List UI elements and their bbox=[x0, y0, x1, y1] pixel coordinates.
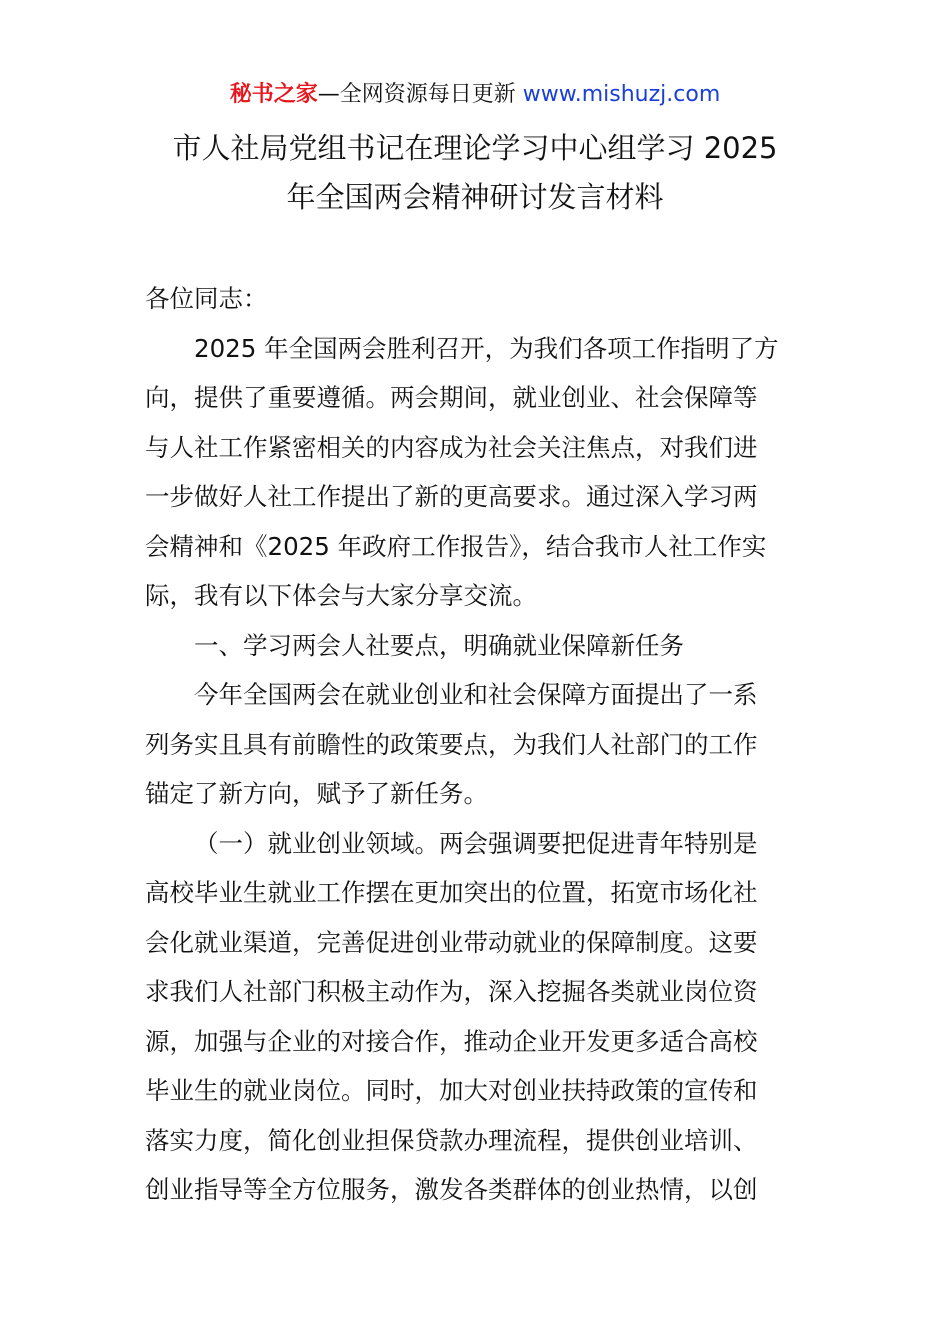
section-heading: 一、学习两会人社要点，明确就业保障新任务 bbox=[194, 630, 684, 660]
paragraph-line: 列务实且具有前瞻性的政策要点，为我们人社部门的工作 bbox=[145, 729, 758, 759]
paragraph-line: （一）就业创业领域。两会强调要把促进青年特别是 bbox=[194, 828, 758, 858]
paragraph-line: 毕业生的就业岗位。同时，加大对创业扶持政策的宣传和 bbox=[145, 1076, 758, 1105]
paragraph-line: 向，提供了重要遵循。两会期间，就业创业、社会保障等 bbox=[145, 383, 758, 412]
header-tagline: —全网资源每日更新 bbox=[317, 82, 523, 107]
paragraph-line: 源，加强与企业的对接合作，推动企业开发更多适合高校 bbox=[145, 1026, 758, 1056]
document-body bbox=[145, 274, 810, 1215]
paragraph-line: 会精神和《2025 年政府工作报告》，结合我市人社工作实 bbox=[145, 531, 767, 561]
salutation: 各位同志： bbox=[145, 284, 268, 313]
paragraph-line: 创业指导等全方位服务，激发各类群体的创业热情，以创 bbox=[145, 1175, 758, 1204]
document-title bbox=[0, 124, 950, 222]
paragraph-line: 际，我有以下体会与大家分享交流。 bbox=[145, 581, 537, 610]
paragraph-line: 今年全国两会在就业创业和社会保障方面提出了一系 bbox=[194, 680, 758, 709]
brand-name: 秘书之家 bbox=[229, 82, 318, 107]
paragraph-line: 一步做好人社工作提出了新的更高要求。通过深入学习两 bbox=[145, 482, 758, 511]
paragraph-line: 2025 年全国两会胜利召开，为我们各项工作指明了方 bbox=[194, 333, 779, 363]
paragraph-line: 求我们人社部门积极主动作为，深入挖掘各类就业岗位资 bbox=[145, 977, 758, 1006]
paragraph-line: 与人社工作紧密相关的内容成为社会关注焦点，对我们进 bbox=[145, 432, 758, 462]
paragraph-line: 落实力度，简化创业担保贷款办理流程，提供创业培训、 bbox=[145, 1125, 758, 1155]
paragraph-line: 高校毕业生就业工作摆在更加突出的位置，拓宽市场化社 bbox=[145, 878, 758, 907]
site-header bbox=[0, 78, 950, 112]
paragraph-line: 会化就业渠道，完善促进创业带动就业的保障制度。这要 bbox=[145, 927, 758, 957]
title-line: 年全国两会精神研讨发言材料 bbox=[286, 180, 664, 214]
title-line: 市人社局党组书记在理论学习中心组学习 2025 bbox=[172, 131, 778, 165]
site-url-link[interactable]: www.mishuzj.com bbox=[522, 82, 721, 107]
paragraph-line: 锚定了新方向，赋予了新任务。 bbox=[145, 779, 488, 808]
